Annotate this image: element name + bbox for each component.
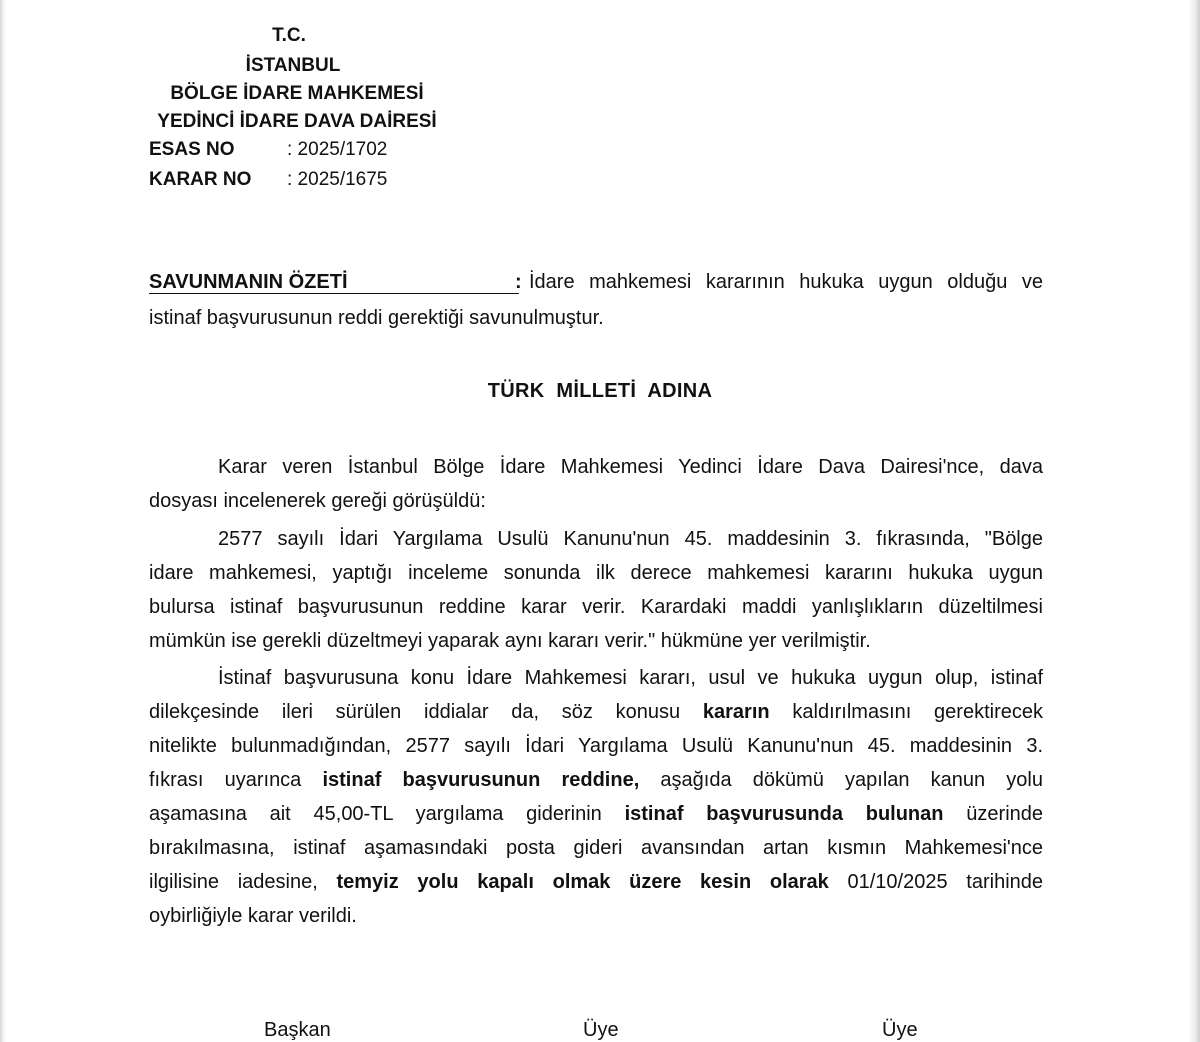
para3-line8: oybirliğiyle karar verildi. bbox=[149, 905, 357, 927]
para3-line3: nitelikte bulunmadığından, 2577 sayılı İdari Yargılama Usulü Kanunu'nun 45. maddesinin 3. bbox=[149, 735, 1043, 757]
para2-line1: 2577 sayılı İdari Yargılama Usulü Kanunu'nun 45. maddesinin 3. fıkrasında, "Bölge bbox=[218, 528, 1043, 550]
para3-line2-part1: dilekçesinde ileri sürülen iddialar da, söz konusu bbox=[149, 701, 681, 723]
signature-member-2: Üye bbox=[882, 1019, 918, 1041]
para1-line1: Karar veren İstanbul Bölge İdare Mahkemesi Yedinci İdare Dava Dairesi'nce, dava bbox=[218, 456, 1043, 478]
signature-president: Başkan bbox=[264, 1019, 331, 1041]
para3-line5-part3: üzerinde bbox=[966, 803, 1043, 825]
para3-line1: İstinaf başvurusuna konu İdare Mahkemesi kararı, usul ve hukuka uygun olup, istinaf bbox=[218, 667, 1043, 689]
para3-line7-part3: 01/10/2025 tarihinde bbox=[847, 871, 1044, 893]
esas-no-label: ESAS NO bbox=[149, 139, 235, 160]
para2-line2: idare mahkemesi, yaptığı inceleme sonunda ilk derece mahkemesi kararını hukuka uygun bbox=[149, 562, 1043, 584]
signature-member-1: Üye bbox=[583, 1019, 619, 1041]
para2-line4: mümkün ise gerekli düzeltmeyi yaparak aynı kararı verir." hükmüne yer verilmiştir. bbox=[149, 630, 871, 652]
para3-line2-bold: kararın bbox=[702, 701, 770, 723]
para3-line5 bbox=[149, 803, 1043, 826]
para3-line4-part3: aşağıda dökümü yapılan kanun yolu bbox=[660, 769, 1043, 791]
para3-line4-part1: fıkrası uyarınca bbox=[149, 769, 302, 791]
karar-no-label: KARAR NO bbox=[149, 169, 252, 190]
para3-line5-part1: aşamasına ait 45,00-TL yargılama giderinin bbox=[149, 803, 602, 825]
para3-line7 bbox=[149, 871, 1043, 894]
para3-line2-part3: kaldırılmasını gerektirecek bbox=[792, 701, 1043, 723]
defense-summary-label bbox=[149, 271, 519, 294]
karar-no-value: : 2025/1675 bbox=[287, 169, 388, 190]
para3-line5-bold: istinaf başvurusunda bulunan bbox=[624, 803, 944, 825]
para3-line6: bırakılmasına, istinaf aşamasındaki posta gideri avansından artan kısmın Mahkemesi'nce bbox=[149, 837, 1043, 859]
para3-line7-part1: ilgilisine iadesine, bbox=[149, 871, 318, 893]
defense-summary-label-text: SAVUNMANIN ÖZETİ bbox=[149, 271, 348, 293]
defense-summary-line1: İdare mahkemesi kararının hukuka uygun olduğu ve bbox=[529, 271, 1043, 293]
page-edge-shadow bbox=[0, 0, 6, 1042]
document-title: TÜRK MİLLETİ ADINA bbox=[487, 380, 713, 402]
header-istanbul: İSTANBUL bbox=[245, 55, 341, 76]
header-tc: T.C. bbox=[272, 25, 306, 46]
defense-summary-colon: : bbox=[515, 271, 522, 293]
para3-line2 bbox=[149, 701, 1043, 724]
para3-line4-bold: istinaf başvurusunun reddine, bbox=[322, 769, 640, 791]
para2-line3: bulursa istinaf başvurusunun reddine karar verir. Karardaki maddi yanlışlıkların düzeltilmesi bbox=[149, 596, 1043, 618]
esas-no-value: : 2025/1702 bbox=[287, 139, 388, 160]
para3-line4 bbox=[149, 769, 1043, 792]
page-edge-shadow bbox=[1188, 0, 1200, 1042]
para3-line7-bold: temyiz yolu kapalı olmak üzere kesin olarak bbox=[336, 871, 829, 893]
para1-line2: dosyası incelenerek gereği görüşüldü: bbox=[149, 490, 486, 512]
header-chamber: YEDİNCİ İDARE DAVA DAİRESİ bbox=[157, 111, 437, 132]
defense-summary-line2: istinaf başvurusunun reddi gerektiği savunulmuştur. bbox=[149, 307, 604, 329]
header-court: BÖLGE İDARE MAHKEMESİ bbox=[170, 83, 424, 104]
